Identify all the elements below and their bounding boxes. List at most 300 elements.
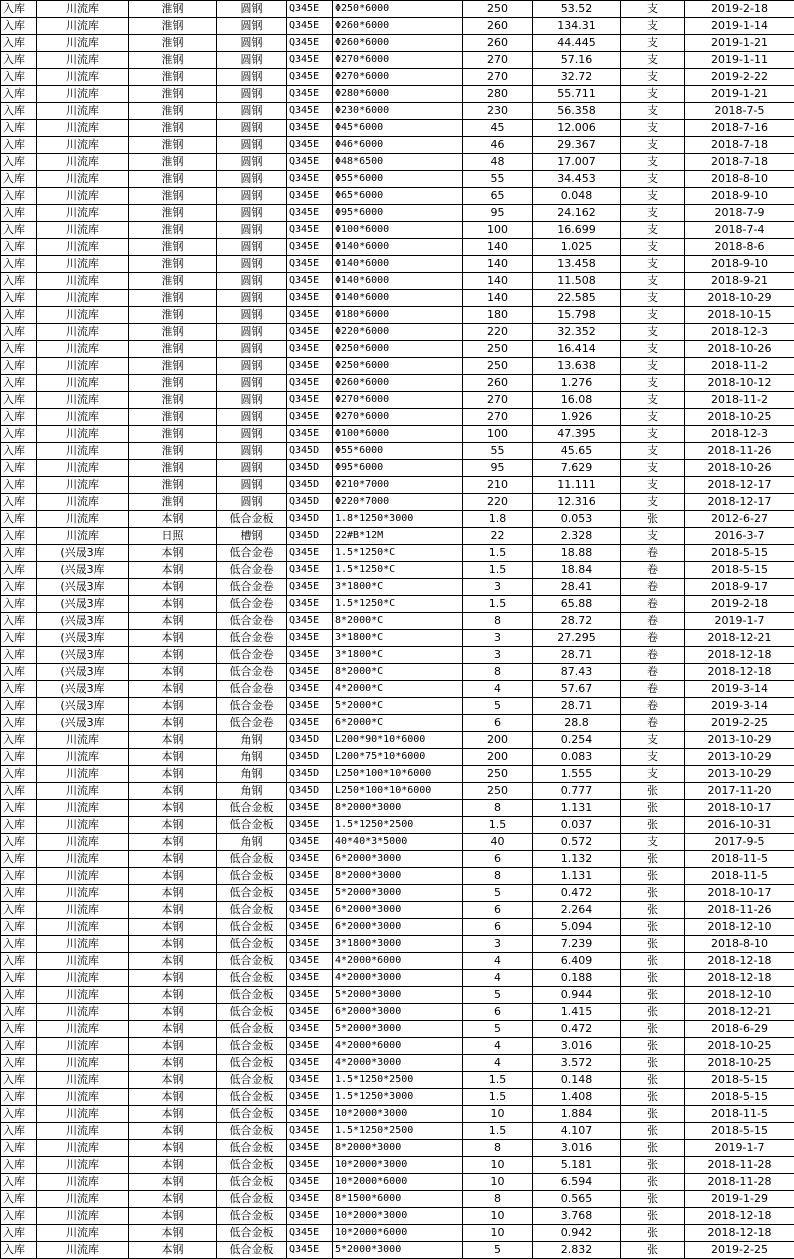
date-cell: 2018-12-10 bbox=[685, 919, 794, 936]
product-cell: 角钢 bbox=[217, 783, 287, 800]
grade-cell: Q345E bbox=[287, 715, 333, 732]
spec-cell: 22#B*12M bbox=[333, 528, 463, 545]
grade-cell: Q345E bbox=[287, 919, 333, 936]
table-row bbox=[1, 647, 794, 664]
weight-cell: 55.711 bbox=[533, 86, 621, 103]
table-row bbox=[1, 307, 794, 324]
grade-cell: Q345E bbox=[287, 120, 333, 137]
product-cell: 低合金板 bbox=[217, 1055, 287, 1072]
product-cell: 低合金板 bbox=[217, 987, 287, 1004]
grade-cell: Q345E bbox=[287, 579, 333, 596]
warehouse-cell: 川流库 bbox=[37, 188, 129, 205]
spec-cell: 10*2000*6000 bbox=[333, 1225, 463, 1242]
table-row bbox=[1, 120, 794, 137]
grade-cell: Q345E bbox=[287, 1021, 333, 1038]
spec-cell: 6*2000*C bbox=[333, 715, 463, 732]
size-cell: 250 bbox=[463, 1, 533, 18]
mill-cell: 本钢 bbox=[129, 1055, 217, 1072]
table-row bbox=[1, 1055, 794, 1072]
spec-cell: L250*100*10*6000 bbox=[333, 766, 463, 783]
weight-cell: 1.555 bbox=[533, 766, 621, 783]
warehouse-cell: 川流库 bbox=[37, 1242, 129, 1259]
date-cell: 2019-2-25 bbox=[685, 1242, 794, 1259]
type-cell: 入库 bbox=[1, 630, 37, 647]
product-cell: 低合金板 bbox=[217, 1038, 287, 1055]
type-cell: 入库 bbox=[1, 222, 37, 239]
product-cell: 低合金卷 bbox=[217, 579, 287, 596]
unit-cell: 卷 bbox=[621, 545, 685, 562]
table-row bbox=[1, 1038, 794, 1055]
unit-cell: 支 bbox=[621, 426, 685, 443]
spec-cell: Φ270*6000 bbox=[333, 409, 463, 426]
size-cell: 1.8 bbox=[463, 511, 533, 528]
product-cell: 圆钢 bbox=[217, 375, 287, 392]
grade-cell: Q345E bbox=[287, 1242, 333, 1259]
grade-cell: Q345E bbox=[287, 18, 333, 35]
warehouse-cell: (兴晟3库 bbox=[37, 579, 129, 596]
size-cell: 230 bbox=[463, 103, 533, 120]
weight-cell: 17.007 bbox=[533, 154, 621, 171]
warehouse-cell: (兴晟3库 bbox=[37, 545, 129, 562]
warehouse-cell: 川流库 bbox=[37, 1021, 129, 1038]
type-cell: 入库 bbox=[1, 1242, 37, 1259]
unit-cell: 卷 bbox=[621, 715, 685, 732]
date-cell: 2018-5-15 bbox=[685, 1089, 794, 1106]
type-cell: 入库 bbox=[1, 1055, 37, 1072]
product-cell: 角钢 bbox=[217, 834, 287, 851]
grade-cell: Q345E bbox=[287, 885, 333, 902]
table-row bbox=[1, 919, 794, 936]
spec-cell: Φ140*6000 bbox=[333, 239, 463, 256]
grade-cell: Q345E bbox=[287, 222, 333, 239]
grade-cell: Q345E bbox=[287, 630, 333, 647]
spec-cell: 10*2000*3000 bbox=[333, 1106, 463, 1123]
mill-cell: 本钢 bbox=[129, 1208, 217, 1225]
grade-cell: Q345E bbox=[287, 851, 333, 868]
warehouse-cell: 川流库 bbox=[37, 817, 129, 834]
mill-cell: 淮钢 bbox=[129, 256, 217, 273]
spec-cell: Φ260*6000 bbox=[333, 375, 463, 392]
unit-cell: 张 bbox=[621, 1055, 685, 1072]
table-row bbox=[1, 1106, 794, 1123]
date-cell: 2019-2-22 bbox=[685, 69, 794, 86]
weight-cell: 28.72 bbox=[533, 613, 621, 630]
weight-cell: 1.926 bbox=[533, 409, 621, 426]
warehouse-cell: 川流库 bbox=[37, 171, 129, 188]
product-cell: 圆钢 bbox=[217, 171, 287, 188]
unit-cell: 张 bbox=[621, 868, 685, 885]
warehouse-cell: 川流库 bbox=[37, 154, 129, 171]
spec-cell: 3*1800*C bbox=[333, 579, 463, 596]
date-cell: 2018-11-2 bbox=[685, 358, 794, 375]
table-row bbox=[1, 239, 794, 256]
table-row bbox=[1, 885, 794, 902]
size-cell: 1.5 bbox=[463, 596, 533, 613]
product-cell: 低合金卷 bbox=[217, 681, 287, 698]
mill-cell: 淮钢 bbox=[129, 273, 217, 290]
unit-cell: 支 bbox=[621, 171, 685, 188]
grade-cell: Q345D bbox=[287, 528, 333, 545]
grade-cell: Q345E bbox=[287, 171, 333, 188]
grade-cell: Q345E bbox=[287, 426, 333, 443]
date-cell: 2019-2-18 bbox=[685, 1, 794, 18]
product-cell: 圆钢 bbox=[217, 103, 287, 120]
table-row bbox=[1, 1123, 794, 1140]
warehouse-cell: 川流库 bbox=[37, 834, 129, 851]
type-cell: 入库 bbox=[1, 681, 37, 698]
mill-cell: 淮钢 bbox=[129, 52, 217, 69]
table-row bbox=[1, 630, 794, 647]
size-cell: 100 bbox=[463, 426, 533, 443]
table-row bbox=[1, 851, 794, 868]
mill-cell: 本钢 bbox=[129, 919, 217, 936]
warehouse-cell: 川流库 bbox=[37, 18, 129, 35]
table-row bbox=[1, 256, 794, 273]
product-cell: 圆钢 bbox=[217, 52, 287, 69]
weight-cell: 6.409 bbox=[533, 953, 621, 970]
table-row bbox=[1, 35, 794, 52]
warehouse-cell: 川流库 bbox=[37, 290, 129, 307]
type-cell: 入库 bbox=[1, 239, 37, 256]
date-cell: 2019-3-14 bbox=[685, 681, 794, 698]
size-cell: 10 bbox=[463, 1157, 533, 1174]
unit-cell: 张 bbox=[621, 1174, 685, 1191]
weight-cell: 57.16 bbox=[533, 52, 621, 69]
grade-cell: Q345E bbox=[287, 1225, 333, 1242]
size-cell: 5 bbox=[463, 1021, 533, 1038]
unit-cell: 张 bbox=[621, 817, 685, 834]
unit-cell: 支 bbox=[621, 137, 685, 154]
date-cell: 2018-7-18 bbox=[685, 154, 794, 171]
spec-cell: Φ230*6000 bbox=[333, 103, 463, 120]
product-cell: 圆钢 bbox=[217, 273, 287, 290]
mill-cell: 淮钢 bbox=[129, 205, 217, 222]
spec-cell: Φ260*6000 bbox=[333, 35, 463, 52]
grade-cell: Q345E bbox=[287, 613, 333, 630]
warehouse-cell: 川流库 bbox=[37, 443, 129, 460]
weight-cell: 57.67 bbox=[533, 681, 621, 698]
warehouse-cell: 川流库 bbox=[37, 885, 129, 902]
warehouse-cell: 川流库 bbox=[37, 732, 129, 749]
weight-cell: 6.594 bbox=[533, 1174, 621, 1191]
grade-cell: Q345E bbox=[287, 341, 333, 358]
date-cell: 2018-11-28 bbox=[685, 1157, 794, 1174]
type-cell: 入库 bbox=[1, 341, 37, 358]
product-cell: 低合金板 bbox=[217, 817, 287, 834]
unit-cell: 张 bbox=[621, 1225, 685, 1242]
grade-cell: Q345E bbox=[287, 1123, 333, 1140]
size-cell: 6 bbox=[463, 1004, 533, 1021]
unit-cell: 张 bbox=[621, 1191, 685, 1208]
grade-cell: Q345D bbox=[287, 732, 333, 749]
mill-cell: 本钢 bbox=[129, 1140, 217, 1157]
spec-cell: 1.5*1250*2500 bbox=[333, 817, 463, 834]
mill-cell: 本钢 bbox=[129, 732, 217, 749]
warehouse-cell: 川流库 bbox=[37, 358, 129, 375]
type-cell: 入库 bbox=[1, 528, 37, 545]
grade-cell: Q345E bbox=[287, 1, 333, 18]
size-cell: 200 bbox=[463, 732, 533, 749]
date-cell: 2017-9-5 bbox=[685, 834, 794, 851]
grade-cell: Q345E bbox=[287, 562, 333, 579]
date-cell: 2018-10-26 bbox=[685, 341, 794, 358]
size-cell: 250 bbox=[463, 341, 533, 358]
mill-cell: 淮钢 bbox=[129, 426, 217, 443]
mill-cell: 本钢 bbox=[129, 851, 217, 868]
weight-cell: 29.367 bbox=[533, 137, 621, 154]
type-cell: 入库 bbox=[1, 766, 37, 783]
grade-cell: Q345E bbox=[287, 375, 333, 392]
type-cell: 入库 bbox=[1, 18, 37, 35]
size-cell: 100 bbox=[463, 222, 533, 239]
weight-cell: 16.699 bbox=[533, 222, 621, 239]
mill-cell: 本钢 bbox=[129, 647, 217, 664]
date-cell: 2019-1-11 bbox=[685, 52, 794, 69]
product-cell: 槽钢 bbox=[217, 528, 287, 545]
date-cell: 2018-8-10 bbox=[685, 936, 794, 953]
warehouse-cell: 川流库 bbox=[37, 273, 129, 290]
size-cell: 8 bbox=[463, 1191, 533, 1208]
weight-cell: 28.71 bbox=[533, 647, 621, 664]
size-cell: 3 bbox=[463, 579, 533, 596]
product-cell: 圆钢 bbox=[217, 477, 287, 494]
weight-cell: 1.276 bbox=[533, 375, 621, 392]
weight-cell: 7.239 bbox=[533, 936, 621, 953]
warehouse-cell: 川流库 bbox=[37, 1225, 129, 1242]
grade-cell: Q345D bbox=[287, 749, 333, 766]
mill-cell: 淮钢 bbox=[129, 120, 217, 137]
grade-cell: Q345E bbox=[287, 596, 333, 613]
size-cell: 1.5 bbox=[463, 1123, 533, 1140]
grade-cell: Q345D bbox=[287, 511, 333, 528]
date-cell: 2018-10-17 bbox=[685, 800, 794, 817]
spec-cell: 6*2000*3000 bbox=[333, 851, 463, 868]
unit-cell: 张 bbox=[621, 1208, 685, 1225]
date-cell: 2018-11-2 bbox=[685, 392, 794, 409]
date-cell: 2018-12-21 bbox=[685, 1004, 794, 1021]
table-row bbox=[1, 783, 794, 800]
size-cell: 6 bbox=[463, 919, 533, 936]
unit-cell: 支 bbox=[621, 86, 685, 103]
mill-cell: 淮钢 bbox=[129, 307, 217, 324]
type-cell: 入库 bbox=[1, 375, 37, 392]
size-cell: 22 bbox=[463, 528, 533, 545]
grade-cell: Q345E bbox=[287, 545, 333, 562]
warehouse-cell: 川流库 bbox=[37, 1157, 129, 1174]
date-cell: 2018-10-25 bbox=[685, 1055, 794, 1072]
unit-cell: 卷 bbox=[621, 596, 685, 613]
grade-cell: Q345E bbox=[287, 1106, 333, 1123]
product-cell: 低合金卷 bbox=[217, 562, 287, 579]
size-cell: 48 bbox=[463, 154, 533, 171]
weight-cell: 5.094 bbox=[533, 919, 621, 936]
unit-cell: 支 bbox=[621, 834, 685, 851]
table-row bbox=[1, 1089, 794, 1106]
spec-cell: 1.5*1250*C bbox=[333, 596, 463, 613]
type-cell: 入库 bbox=[1, 477, 37, 494]
unit-cell: 支 bbox=[621, 732, 685, 749]
type-cell: 入库 bbox=[1, 1106, 37, 1123]
table-row bbox=[1, 222, 794, 239]
size-cell: 140 bbox=[463, 256, 533, 273]
spec-cell: 8*2000*3000 bbox=[333, 1140, 463, 1157]
weight-cell: 0.472 bbox=[533, 1021, 621, 1038]
size-cell: 55 bbox=[463, 443, 533, 460]
table-row bbox=[1, 1021, 794, 1038]
spec-cell: Φ270*6000 bbox=[333, 392, 463, 409]
product-cell: 圆钢 bbox=[217, 341, 287, 358]
spec-cell: 5*2000*3000 bbox=[333, 1242, 463, 1259]
weight-cell: 32.352 bbox=[533, 324, 621, 341]
unit-cell: 支 bbox=[621, 766, 685, 783]
weight-cell: 13.638 bbox=[533, 358, 621, 375]
unit-cell: 张 bbox=[621, 902, 685, 919]
unit-cell: 张 bbox=[621, 953, 685, 970]
weight-cell: 44.445 bbox=[533, 35, 621, 52]
size-cell: 260 bbox=[463, 35, 533, 52]
date-cell: 2018-7-16 bbox=[685, 120, 794, 137]
date-cell: 2018-9-10 bbox=[685, 188, 794, 205]
spec-cell: 1.5*1250*2500 bbox=[333, 1072, 463, 1089]
product-cell: 低合金卷 bbox=[217, 613, 287, 630]
spec-cell: Φ250*6000 bbox=[333, 1, 463, 18]
warehouse-cell: 川流库 bbox=[37, 783, 129, 800]
weight-cell: 134.31 bbox=[533, 18, 621, 35]
spec-cell: 8*2000*C bbox=[333, 613, 463, 630]
warehouse-cell: 川流库 bbox=[37, 987, 129, 1004]
type-cell: 入库 bbox=[1, 902, 37, 919]
product-cell: 圆钢 bbox=[217, 188, 287, 205]
mill-cell: 淮钢 bbox=[129, 375, 217, 392]
weight-cell: 28.41 bbox=[533, 579, 621, 596]
unit-cell: 张 bbox=[621, 1072, 685, 1089]
warehouse-cell: 川流库 bbox=[37, 1208, 129, 1225]
mill-cell: 淮钢 bbox=[129, 171, 217, 188]
spec-cell: Φ140*6000 bbox=[333, 256, 463, 273]
mill-cell: 本钢 bbox=[129, 1038, 217, 1055]
product-cell: 低合金板 bbox=[217, 1106, 287, 1123]
mill-cell: 淮钢 bbox=[129, 290, 217, 307]
spec-cell: 4*2000*6000 bbox=[333, 953, 463, 970]
type-cell: 入库 bbox=[1, 1, 37, 18]
table-row bbox=[1, 817, 794, 834]
product-cell: 圆钢 bbox=[217, 256, 287, 273]
table-row bbox=[1, 1174, 794, 1191]
mill-cell: 淮钢 bbox=[129, 18, 217, 35]
warehouse-cell: (兴晟3库 bbox=[37, 613, 129, 630]
spec-cell: L200*90*10*6000 bbox=[333, 732, 463, 749]
size-cell: 4 bbox=[463, 970, 533, 987]
unit-cell: 支 bbox=[621, 749, 685, 766]
weight-cell: 0.472 bbox=[533, 885, 621, 902]
unit-cell: 卷 bbox=[621, 647, 685, 664]
unit-cell: 张 bbox=[621, 1157, 685, 1174]
unit-cell: 支 bbox=[621, 460, 685, 477]
table-row bbox=[1, 664, 794, 681]
date-cell: 2013-10-29 bbox=[685, 732, 794, 749]
size-cell: 3 bbox=[463, 647, 533, 664]
type-cell: 入库 bbox=[1, 783, 37, 800]
warehouse-cell: 川流库 bbox=[37, 851, 129, 868]
warehouse-cell: 川流库 bbox=[37, 239, 129, 256]
table-row bbox=[1, 477, 794, 494]
warehouse-cell: 川流库 bbox=[37, 1089, 129, 1106]
size-cell: 270 bbox=[463, 392, 533, 409]
spec-cell: 8*1500*6000 bbox=[333, 1191, 463, 1208]
product-cell: 圆钢 bbox=[217, 69, 287, 86]
product-cell: 圆钢 bbox=[217, 290, 287, 307]
weight-cell: 0.148 bbox=[533, 1072, 621, 1089]
mill-cell: 本钢 bbox=[129, 562, 217, 579]
table-row bbox=[1, 732, 794, 749]
table-row bbox=[1, 1072, 794, 1089]
spec-cell: 1.5*1250*C bbox=[333, 562, 463, 579]
mill-cell: 本钢 bbox=[129, 1157, 217, 1174]
mill-cell: 本钢 bbox=[129, 902, 217, 919]
warehouse-cell: 川流库 bbox=[37, 1004, 129, 1021]
mill-cell: 本钢 bbox=[129, 596, 217, 613]
date-cell: 2018-7-4 bbox=[685, 222, 794, 239]
unit-cell: 支 bbox=[621, 409, 685, 426]
mill-cell: 淮钢 bbox=[129, 477, 217, 494]
product-cell: 圆钢 bbox=[217, 324, 287, 341]
table-row bbox=[1, 460, 794, 477]
warehouse-cell: (兴晟3库 bbox=[37, 630, 129, 647]
type-cell: 入库 bbox=[1, 800, 37, 817]
size-cell: 270 bbox=[463, 69, 533, 86]
grade-cell: Q345E bbox=[287, 970, 333, 987]
table-row bbox=[1, 579, 794, 596]
warehouse-cell: 川流库 bbox=[37, 120, 129, 137]
spec-cell: 1.8*1250*3000 bbox=[333, 511, 463, 528]
grade-cell: Q345E bbox=[287, 205, 333, 222]
spec-cell: Φ48*6500 bbox=[333, 154, 463, 171]
size-cell: 270 bbox=[463, 409, 533, 426]
size-cell: 3 bbox=[463, 630, 533, 647]
unit-cell: 支 bbox=[621, 154, 685, 171]
product-cell: 低合金板 bbox=[217, 1191, 287, 1208]
type-cell: 入库 bbox=[1, 52, 37, 69]
spec-cell: Φ250*6000 bbox=[333, 341, 463, 358]
grade-cell: Q345E bbox=[287, 1157, 333, 1174]
unit-cell: 支 bbox=[621, 103, 685, 120]
mill-cell: 本钢 bbox=[129, 1191, 217, 1208]
unit-cell: 卷 bbox=[621, 630, 685, 647]
spec-cell: Φ95*6000 bbox=[333, 205, 463, 222]
warehouse-cell: 川流库 bbox=[37, 919, 129, 936]
mill-cell: 本钢 bbox=[129, 1072, 217, 1089]
grade-cell: Q345E bbox=[287, 936, 333, 953]
mill-cell: 淮钢 bbox=[129, 103, 217, 120]
size-cell: 4 bbox=[463, 1055, 533, 1072]
table-row bbox=[1, 800, 794, 817]
warehouse-cell: (兴晟3库 bbox=[37, 681, 129, 698]
type-cell: 入库 bbox=[1, 562, 37, 579]
table-row bbox=[1, 154, 794, 171]
date-cell: 2018-11-5 bbox=[685, 868, 794, 885]
type-cell: 入库 bbox=[1, 868, 37, 885]
unit-cell: 支 bbox=[621, 477, 685, 494]
date-cell: 2018-7-9 bbox=[685, 205, 794, 222]
type-cell: 入库 bbox=[1, 579, 37, 596]
type-cell: 入库 bbox=[1, 749, 37, 766]
table-row bbox=[1, 52, 794, 69]
mill-cell: 本钢 bbox=[129, 1106, 217, 1123]
size-cell: 180 bbox=[463, 307, 533, 324]
type-cell: 入库 bbox=[1, 426, 37, 443]
weight-cell: 28.71 bbox=[533, 698, 621, 715]
unit-cell: 张 bbox=[621, 1021, 685, 1038]
